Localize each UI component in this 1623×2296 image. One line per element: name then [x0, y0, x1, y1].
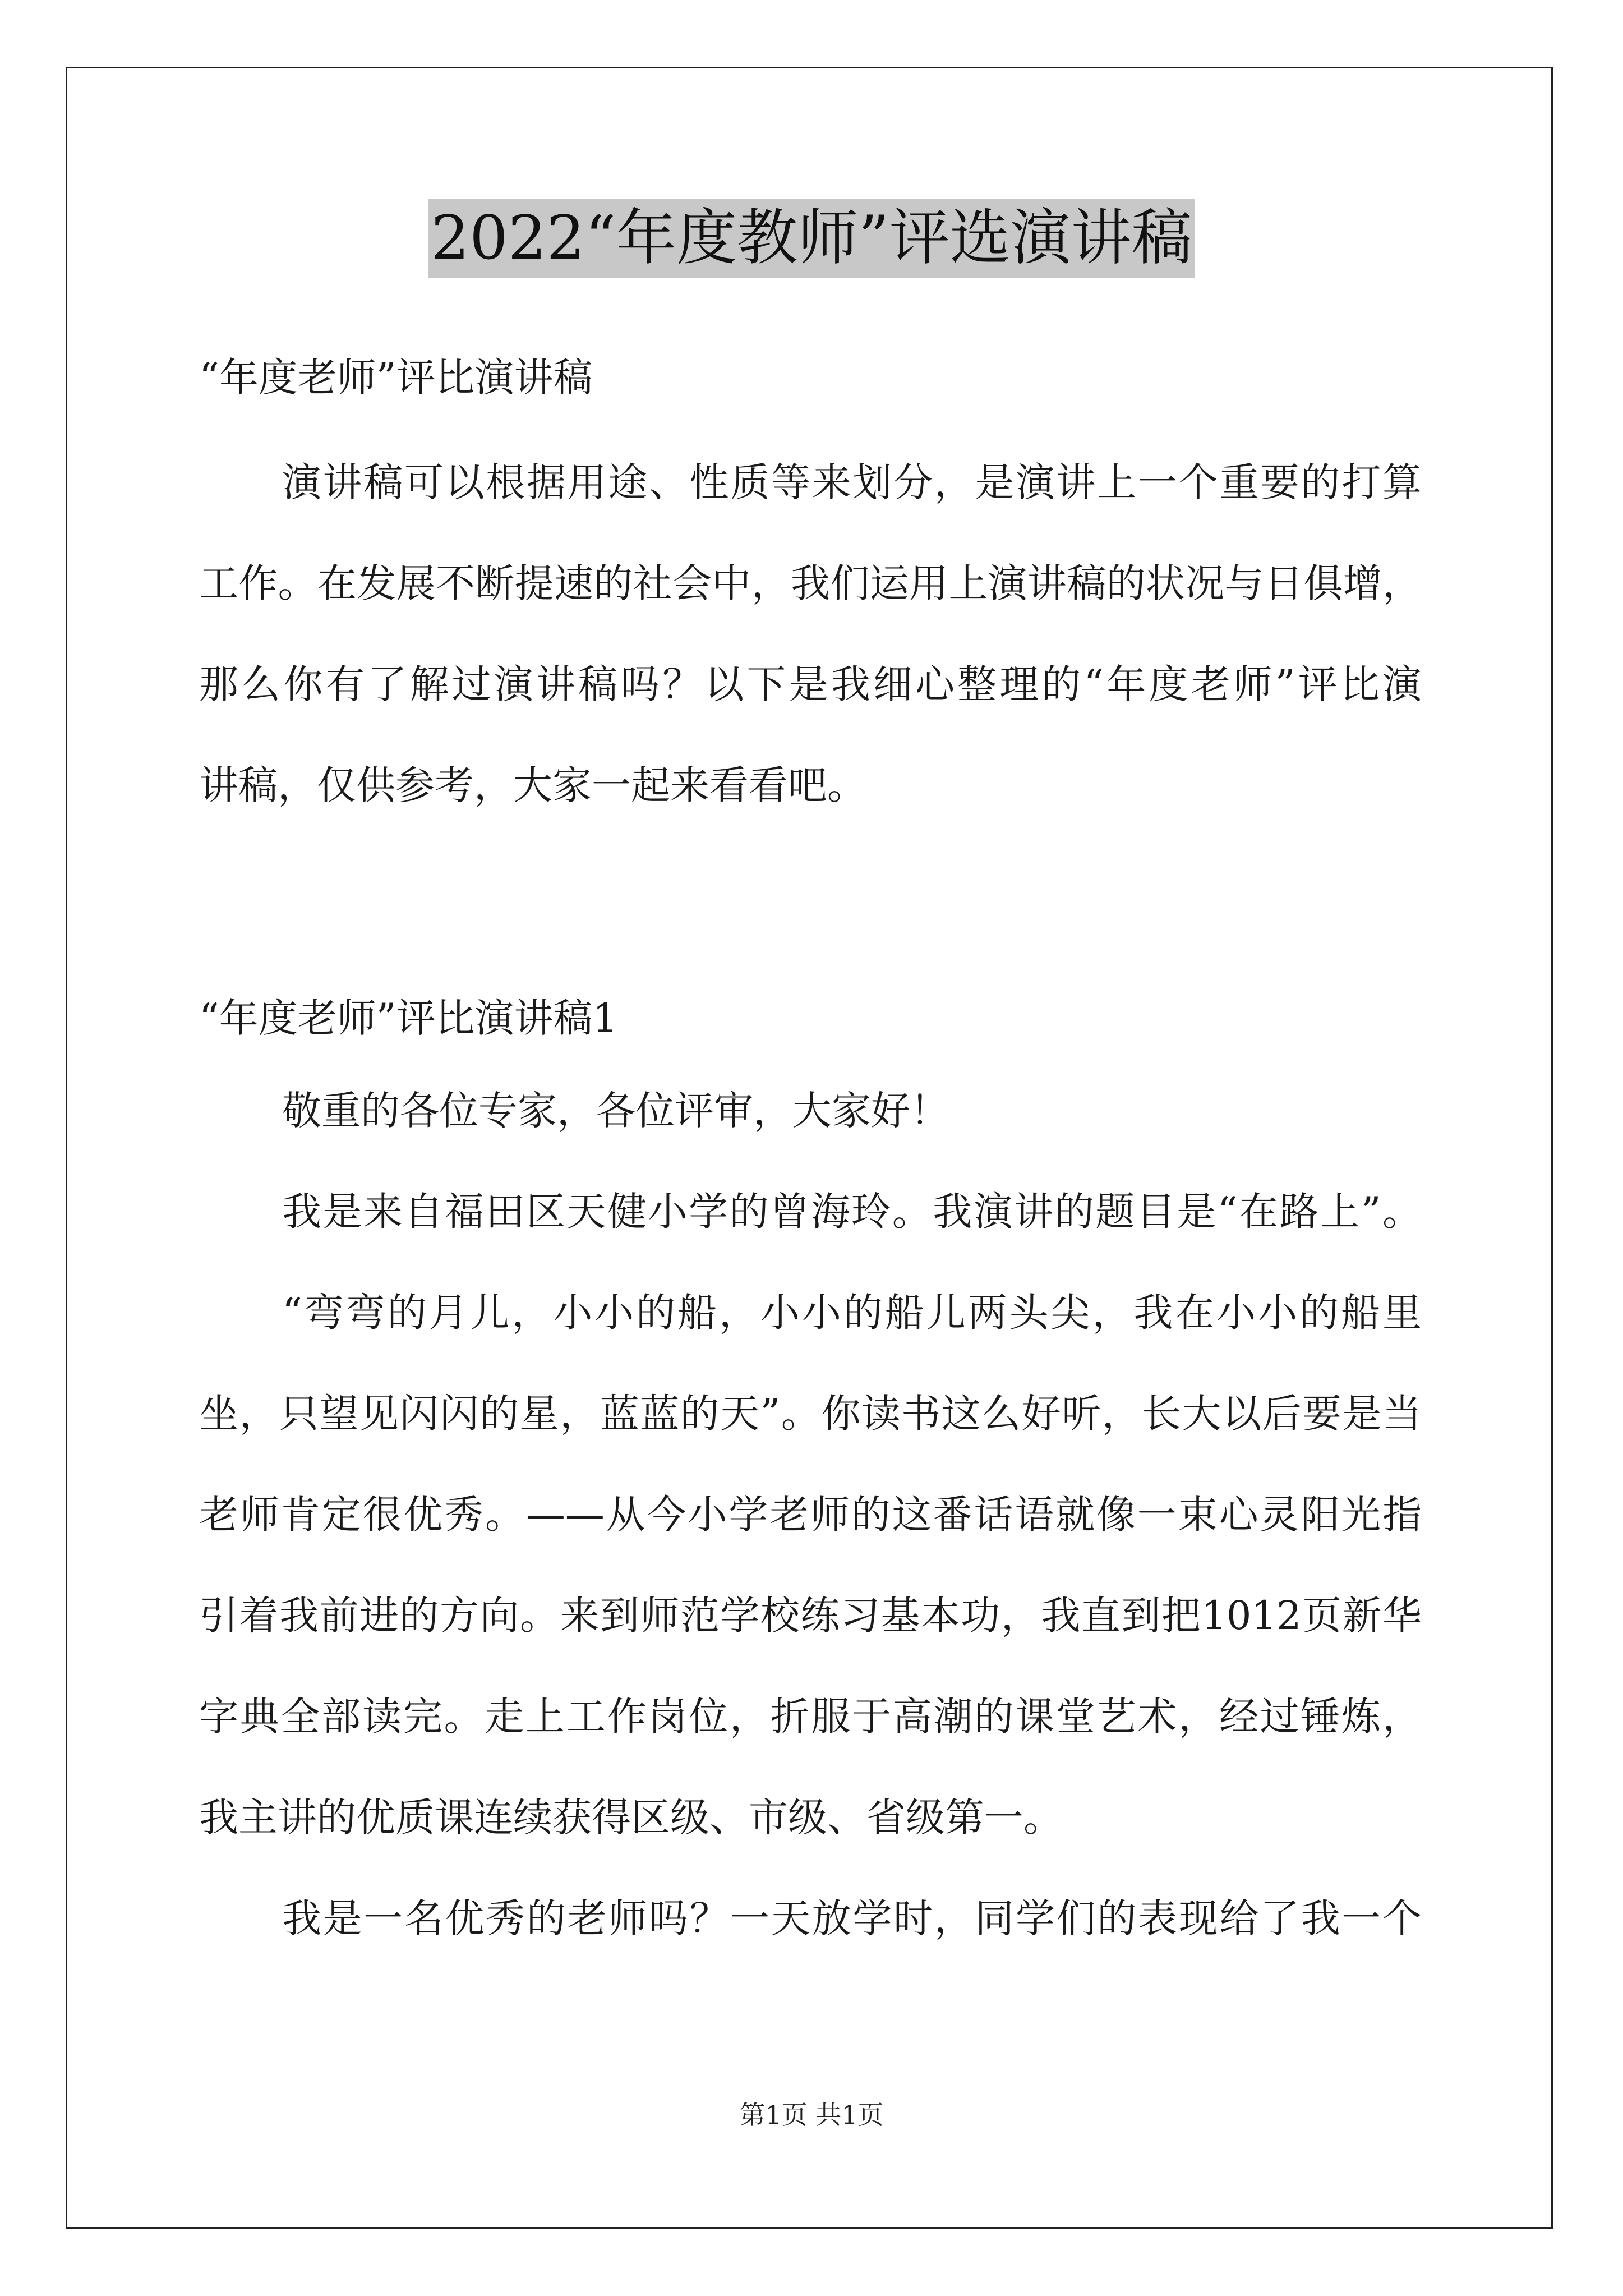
section-line-3: “弯弯的月儿，小小的船，小小的船儿两头尖，我在小小的船里	[282, 1290, 1422, 1336]
intro-line-2: 工作。在发展不断提速的社会中，我们运用上演讲稿的状况与日俱增，	[199, 560, 1422, 606]
section-heading: “年度老师”评比演讲稿1	[199, 995, 618, 1041]
intro-line-1: 演讲稿可以根据用途、性质等来划分，是演讲上一个重要的打算	[282, 459, 1422, 505]
section-line-6: 引着我前进的方向。来到师范学校练习基本功，我直到把1012页新华	[199, 1593, 1422, 1639]
subtitle: “年度老师”评比演讲稿	[199, 355, 593, 401]
section-line-5: 老师肯定很优秀。——从今小学老师的这番话语就像一束心灵阳光指	[199, 1492, 1422, 1538]
section-line-9: 我是一名优秀的老师吗？一天放学时，同学们的表现给了我一个	[282, 1895, 1422, 1941]
section-line-1: 敬重的各位专家，各位评审，大家好！	[282, 1088, 949, 1134]
section-line-8: 我主讲的优质课连续获得区级、市级、省级第一。	[199, 1795, 1063, 1841]
intro-line-4: 讲稿，仅供参考，大家一起来看看吧。	[199, 762, 866, 808]
section-line-7: 字典全部读完。走上工作岗位，折服于高潮的课堂艺术，经过锤炼，	[199, 1694, 1422, 1740]
section-line-4: 坐，只望见闪闪的星，蓝蓝的天”。你读书这么好听，长大以后要是当	[199, 1391, 1422, 1437]
title-container	[0, 199, 1623, 278]
section-line-2: 我是来自福田区天健小学的曾海玲。我演讲的题目是“在路上”。	[282, 1189, 1422, 1235]
document-title: 2022“年度教师”评选演讲稿	[428, 199, 1194, 278]
page-footer: 第1页 共1页	[739, 2100, 884, 2130]
intro-line-3: 那么你有了解过演讲稿吗？以下是我细心整理的“年度老师”评比演	[199, 661, 1422, 707]
